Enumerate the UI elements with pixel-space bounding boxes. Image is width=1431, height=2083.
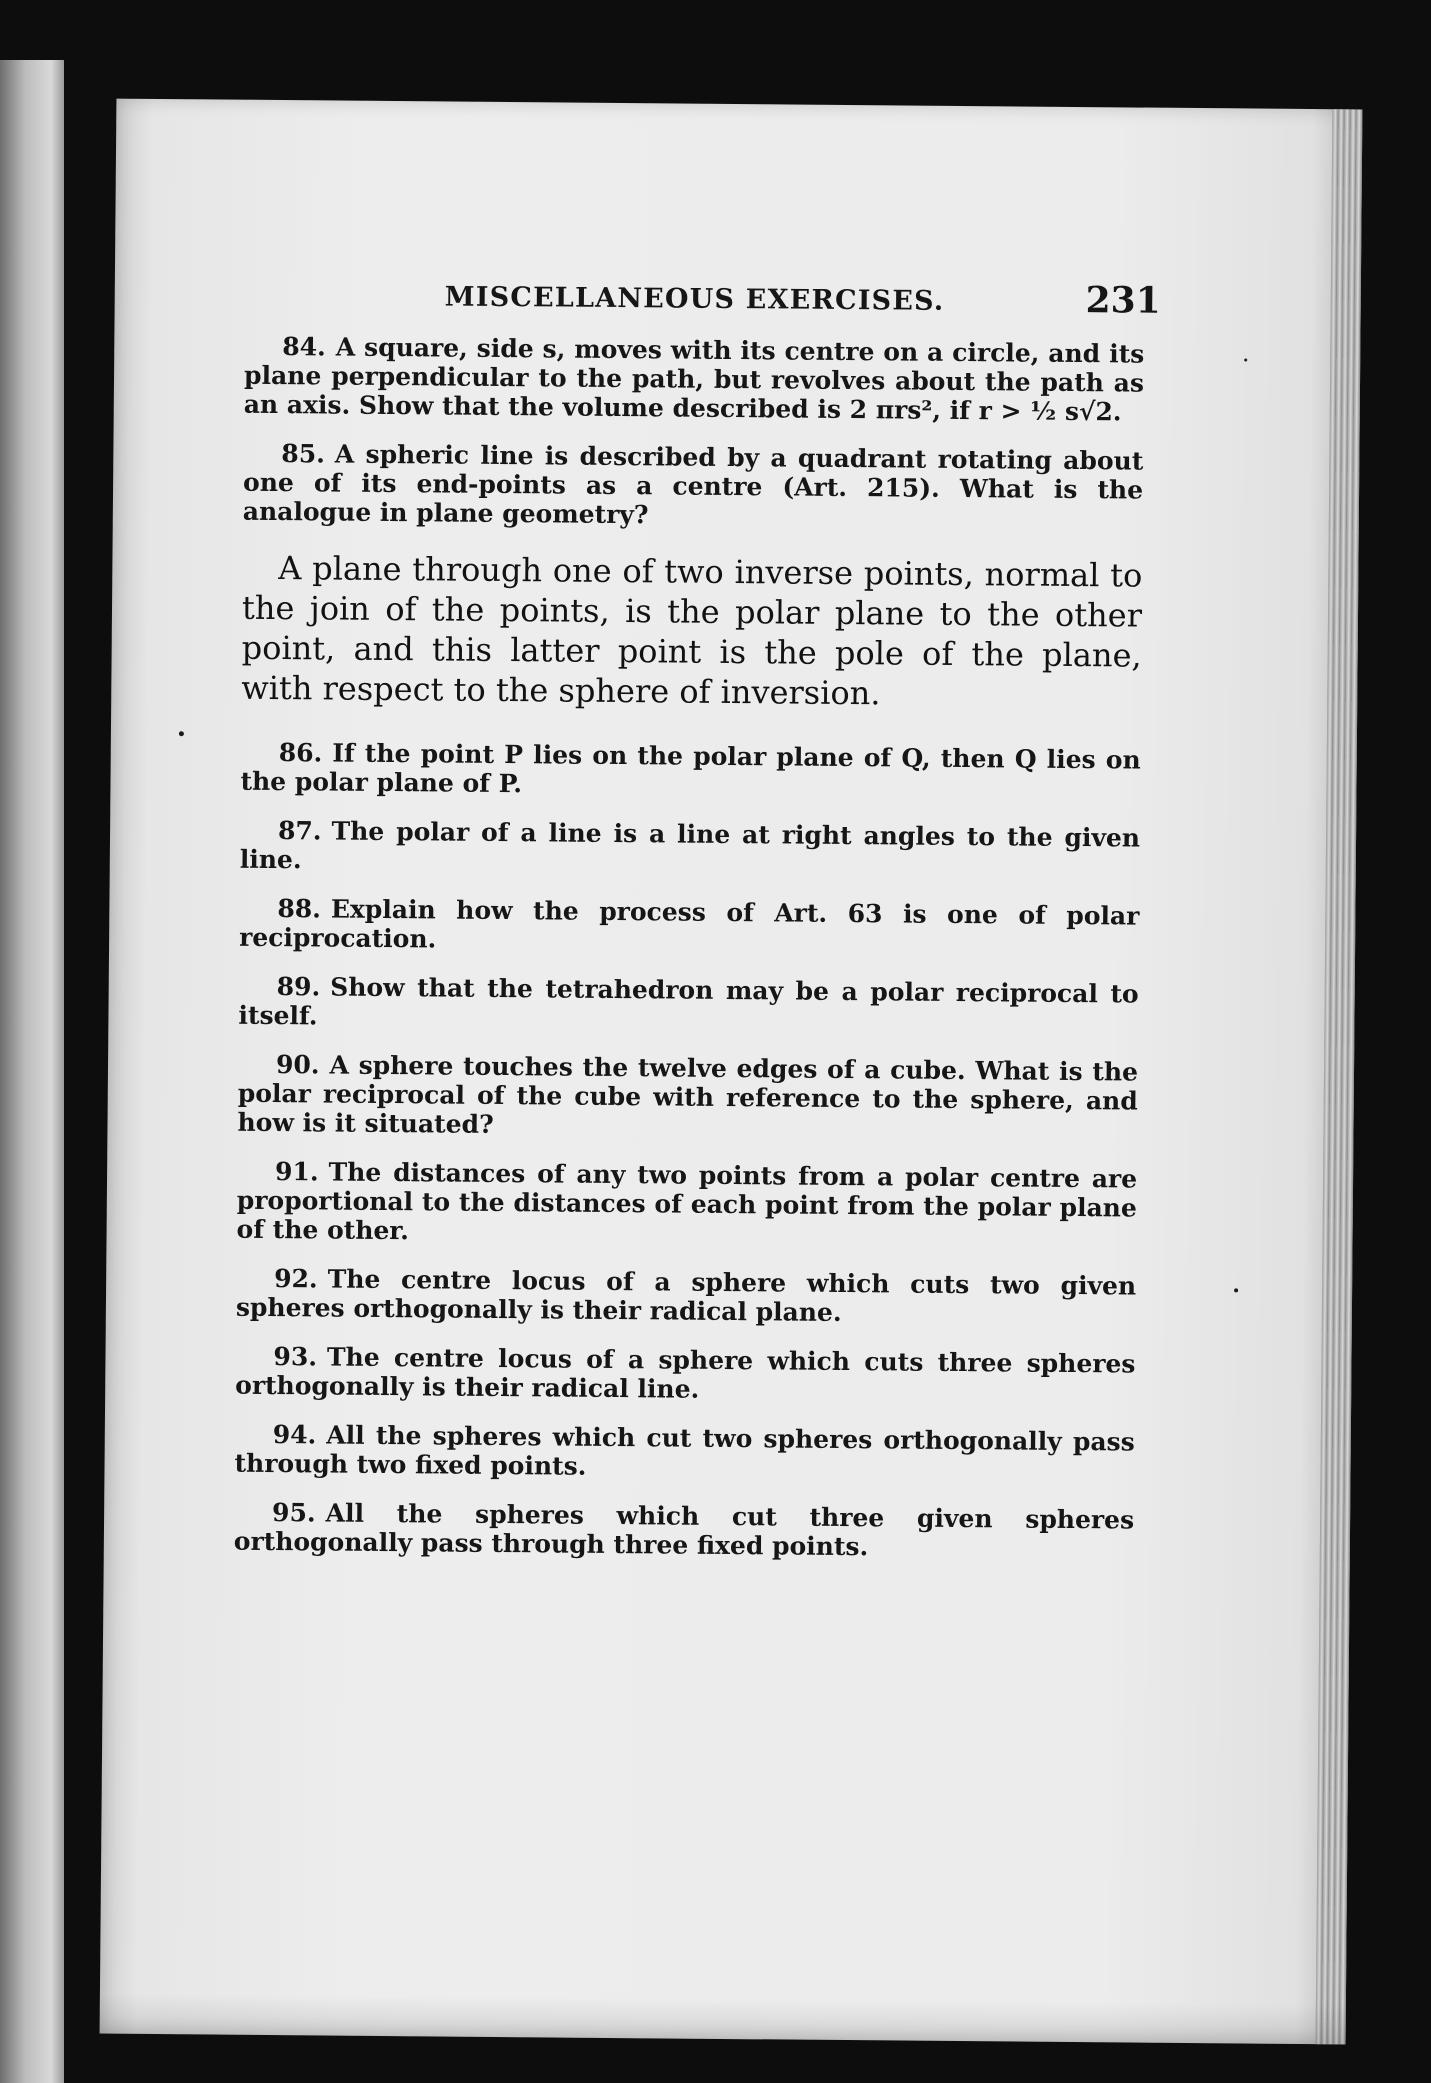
exercise-number: 84. xyxy=(282,332,326,362)
exercise-text: A square, side s, moves with its centre on a circle, and its plane perpendicular to the path, but revolves about the path as an axis. Show that the volume described is 2 πrs², if r > ½ s√2. xyxy=(243,332,1145,427)
exercise-87 xyxy=(240,816,1140,882)
exercise-text: The centre locus of a sphere which cuts three spheres orthogonally is their radical line. xyxy=(235,1342,1136,1404)
exercise-94 xyxy=(234,1420,1134,1486)
page-text xyxy=(233,272,1161,1584)
previous-page-edge xyxy=(0,60,64,2083)
exercise-92 xyxy=(236,1264,1136,1330)
exercise-number: 92. xyxy=(274,1264,318,1294)
print-speck xyxy=(179,731,184,736)
exercise-90 xyxy=(237,1050,1138,1145)
exercise-number: 87. xyxy=(277,816,322,846)
theorem-statement: A plane through one of two inverse points, normal to the join of the points, is the polar plane to the other point, and this latter point is the pole of the plane, with respect to the sphere of inversion. xyxy=(241,549,1143,713)
exercise-84 xyxy=(244,332,1145,427)
page-edge-shadow xyxy=(1316,109,1363,2044)
exercise-text: A sphere touches the twelve edges of a cube. What is the polar reciprocal of the cube with reference to the sphere, and how is it situated? xyxy=(237,1050,1139,1139)
print-speck xyxy=(1244,358,1247,361)
page-bottom-shadow xyxy=(100,1994,1346,2045)
running-head xyxy=(244,272,1161,340)
book-page xyxy=(100,99,1363,2045)
exercise-number: 88. xyxy=(277,894,322,924)
exercise-number: 94. xyxy=(272,1420,317,1450)
exercise-85 xyxy=(243,439,1144,534)
exercise-text: The polar of a line is a line at right angles to the given line. xyxy=(239,816,1141,875)
running-title: MISCELLANEOUS EXERCISES. xyxy=(444,281,945,317)
page-number: 231 xyxy=(1085,279,1161,322)
exercise-text: A spheric line is described by a quadrant rotating about one of its end-points as a centre (Art. 215). What is the analogue in plane geometry? xyxy=(242,439,1144,530)
exercise-text: The centre locus of a sphere which cuts two given spheres orthogonally is their radical plane. xyxy=(235,1264,1137,1327)
exercise-number: 86. xyxy=(278,738,323,768)
exercise-95 xyxy=(234,1498,1134,1564)
exercise-number: 89. xyxy=(276,972,321,1002)
exercise-text: All the spheres which cut two spheres orthogonally pass through two fixed points. xyxy=(234,1420,1135,1481)
exercise-91 xyxy=(236,1157,1137,1252)
exercise-89 xyxy=(238,972,1138,1038)
exercise-text: The distances of any two points from a polar centre are proportional to the distances of each point from the polar plane of the other. xyxy=(236,1157,1138,1246)
exercise-number: 95. xyxy=(272,1498,316,1528)
exercise-text: All the spheres which cut three given spheres orthogonally pass through three fixed points. xyxy=(233,1498,1135,1562)
exercise-text: Explain how the process of Art. 63 is one of polar reciprocation. xyxy=(239,894,1140,954)
exercise-86 xyxy=(240,738,1140,804)
exercise-number: 93. xyxy=(273,1342,318,1372)
exercise-number: 91. xyxy=(274,1157,319,1187)
exercise-number: 90. xyxy=(275,1050,320,1080)
exercise-number: 85. xyxy=(281,439,326,469)
exercise-text: If the point P lies on the polar plane of Q, then Q lies on the polar plane of P. xyxy=(240,738,1141,799)
exercise-text: Show that the tetrahedron may be a polar reciprocal to itself. xyxy=(238,972,1139,1031)
exercise-93 xyxy=(235,1342,1135,1408)
print-speck xyxy=(1234,1288,1238,1292)
exercise-88 xyxy=(239,894,1139,960)
